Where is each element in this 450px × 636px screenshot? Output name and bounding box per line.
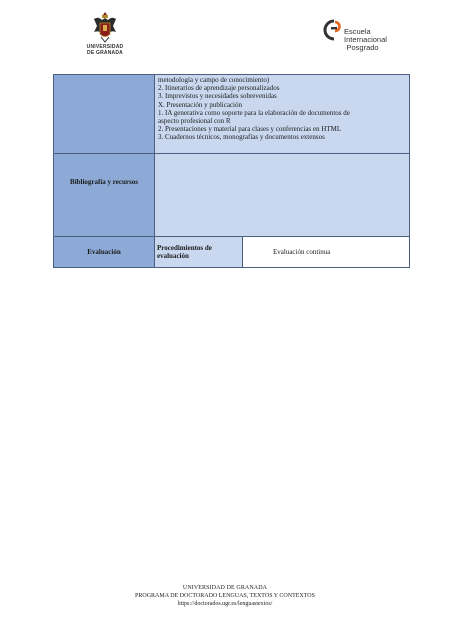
evaluation-label: Evaluación: [54, 237, 155, 268]
content-lines: [158, 76, 406, 142]
bibliography-row: [54, 154, 410, 237]
bibliography-label: Bibliografía y recursos: [54, 154, 155, 237]
school-dot-icon: ·: [344, 43, 347, 52]
page-footer: [0, 584, 450, 608]
content-line: 2. Itinerarios de aprendizaje personalizados: [158, 84, 280, 93]
content-line: 2. Presentaciones y material para clases y conferencias en HTML: [158, 125, 342, 134]
bibliography-value: [155, 154, 410, 237]
school-name-line1: Escuela: [344, 27, 371, 36]
school-name: [344, 28, 387, 52]
footer-url: https://doctorados.ugr.es/lenguastextos/: [177, 601, 273, 607]
page-header: [0, 0, 450, 70]
university-name-line1: UNIVERSIDAD: [86, 44, 124, 50]
content-row: [54, 75, 410, 154]
program-table: [53, 74, 410, 268]
eip-mark-icon: [322, 18, 342, 44]
content-line: 3. Imprevistos y necesidades sobrevenidas: [158, 92, 277, 101]
school-name-line2: Internacional: [344, 35, 387, 44]
evaluation-row: [54, 237, 410, 268]
school-name-line3: Posgrado: [346, 43, 379, 52]
university-logo: [78, 10, 132, 56]
footer-program: PROGRAMA DE DOCTORADO LENGUAS, TEXTOS Y CONTEXTOS: [135, 593, 315, 599]
content-line: 1. IA generativa como soporte para la elaboración de documentos de: [158, 108, 350, 117]
content-line: aspecto profesional con R: [158, 117, 231, 126]
content-row-body: [155, 75, 410, 154]
procedures-label: Procedimientos de evaluación: [155, 237, 243, 268]
evaluation-value: Evaluación continua: [243, 237, 410, 268]
footer-university: UNIVERSIDAD DE GRANADA: [182, 585, 268, 591]
university-crest-icon: [91, 10, 119, 44]
school-logo: [322, 18, 402, 62]
content-line: X. Presentación y publicación: [158, 100, 242, 109]
content-line: metodología y campo de conocimiento): [158, 76, 270, 84]
university-name-line2: DE GRANADA: [87, 50, 123, 56]
content-line: 3. Cuadernos técnicos, monografías y documentos extensos: [158, 133, 325, 142]
content-row-label: [54, 75, 155, 154]
